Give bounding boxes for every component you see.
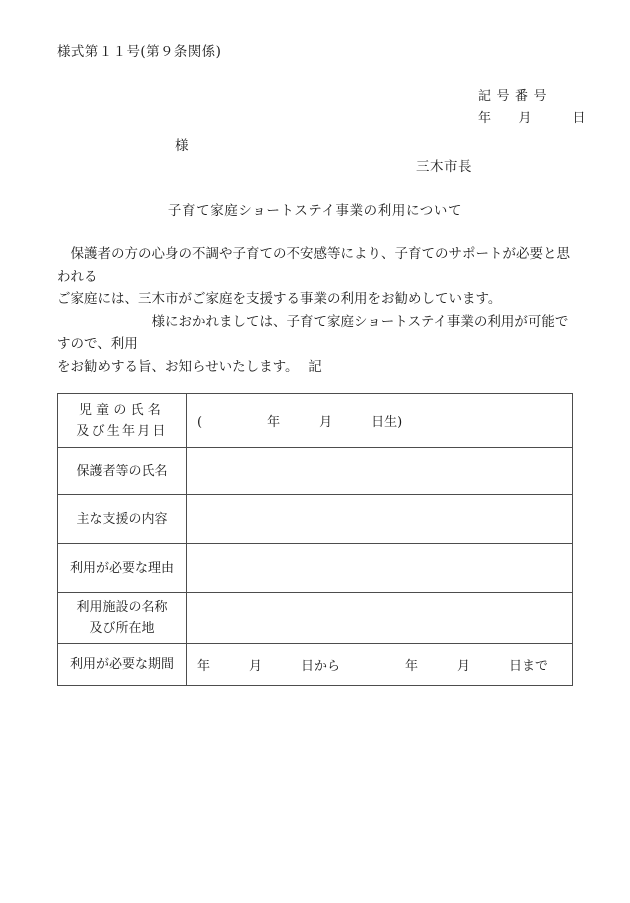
row-value-child-name-birthdate[interactable]: ( 年 月 日生): [187, 394, 573, 448]
form-number: 様式第１１号(第９条関係): [57, 44, 222, 60]
row-label-reason: [58, 544, 187, 593]
document-subject-title: 子育て家庭ショートステイ事業の利用について: [167, 203, 463, 219]
application-detail-table: [57, 393, 573, 686]
row-label-line: 利用施設の名称: [76, 600, 168, 615]
body-line-4: をお勧めする旨、お知らせいたします。: [57, 358, 299, 375]
table-row: [58, 644, 573, 686]
row-label-line: 児童の氏名: [78, 402, 165, 418]
row-value-guardian-name[interactable]: [187, 448, 573, 495]
table-row: [58, 544, 573, 593]
issuer-name: 三木市長: [416, 159, 472, 175]
row-label-period: [58, 644, 187, 686]
row-label-support-content: [58, 495, 187, 544]
row-label-line: 利用が必要な期間: [69, 657, 174, 672]
row-value-period[interactable]: 年 月 日から 年 月 日まで: [187, 644, 573, 686]
document-meta-block: [478, 86, 586, 130]
row-label-line: 及び所在地: [89, 621, 155, 636]
row-label-guardian-name: [58, 448, 187, 495]
body-line-3: 様におかれましては、子育て家庭ショートステイ事業の利用が可能ですので、利用: [57, 313, 569, 353]
row-label-line: 及び生年月日: [76, 423, 168, 439]
row-label-facility: [58, 593, 187, 644]
row-value-reason[interactable]: [187, 544, 573, 593]
row-value-facility[interactable]: [187, 593, 573, 644]
row-label-child-name-birthdate: [58, 394, 187, 448]
ki-marker: 記: [308, 359, 322, 375]
body-line-1: 保護者の方の心身の不調や子育ての不安感等により、子育てのサポートが必要と思われる: [57, 246, 570, 285]
body-line-2: ご家庭には、三木市がご家庭を支援する事業の利用をお勧めしています。: [57, 291, 502, 308]
addressee-suffix: 様: [175, 138, 189, 154]
table-row: [58, 448, 573, 495]
table-row: [58, 495, 573, 544]
document-date-label: 年 月 日: [477, 111, 586, 126]
row-label-line: 主な支援の内容: [76, 511, 168, 527]
document-number-label: 記号番号: [477, 89, 552, 104]
row-label-line: 保護者等の氏名: [76, 463, 168, 479]
row-value-support-content[interactable]: [187, 495, 573, 544]
table-row: [58, 593, 573, 644]
table-row: [58, 394, 573, 448]
row-label-line: 利用が必要な理由: [69, 560, 174, 576]
